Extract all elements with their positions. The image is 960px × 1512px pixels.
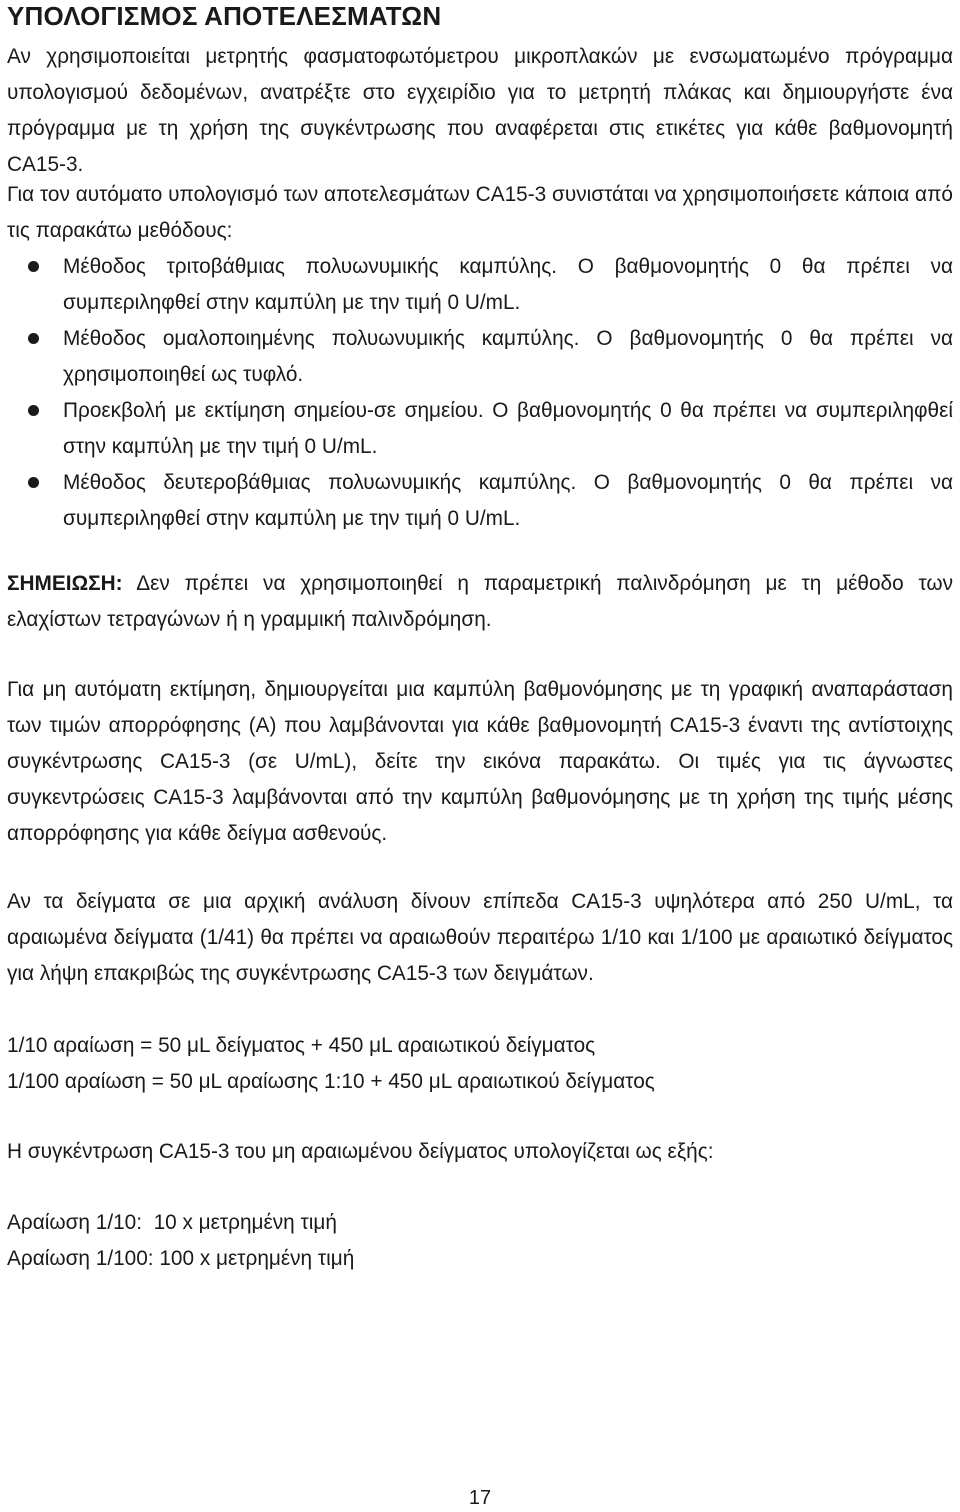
note-text: Δεν πρέπει να χρησιμοποιηθεί η παραμετρική παλινδρόμηση με τη μέθοδο των ελαχίστων τετραγώνων ή η γραμμική παλινδρόμηση. [7, 572, 953, 631]
calculation-line-1-10: Αραίωση 1/10: 10 x μετρημένη τιμή [7, 1211, 337, 1234]
calculation-intro: Η συγκέντρωση CA15-3 του μη αραιωμένου δείγματος υπολογίζεται ως εξής: [7, 1140, 714, 1163]
method-text: Μέθοδος δευτεροβάθμιας πολυωνυμικής καμπύλης. Ο βαθμονομητής 0 θα πρέπει να συμπεριληφθεί στην καμπύλη με την τιμή 0 U/mL. [63, 471, 953, 530]
method-text: Προεκβολή με εκτίμηση σημείου-σε σημείου. Ο βαθμονομητής 0 θα πρέπει να συμπεριληφθεί στην καμπύλη με την τιμή 0 U/mL. [63, 399, 953, 458]
manual-estimation-paragraph: Για μη αυτόματη εκτίμηση, δημιουργείται μια καμπύλη βαθμονόμησης με τη γραφική αναπαράσταση των τιμών απορρόφησης (A) που λαμβάνονται για κάθε βαθμονομητή CA15-3 έναντι της αντίστοιχης συγκέντρωσης CA15-3 (σε U/mL), δείτε την εικόνα παρακάτω. Οι τιμές για τις άγνωστες συγκεντρώσεις CA15-3 λαμβάνονται από την καμπύλη βαθμονόμησης με τη χρήση της τιμής μέσης απορρόφησης για κάθε δείγμα ασθενούς. [7, 678, 953, 845]
section-heading: ΥΠΟΛΟΓΙΣΜΟΣ ΑΠΟΤΕΛΕΣΜΑΤΩΝ [7, 1, 442, 31]
bullet-icon [28, 405, 39, 416]
method-text: Μέθοδος ομαλοποιημένης πολυωνυμικής καμπύλης. Ο βαθμονομητής 0 θα πρέπει να χρησιμοποιηθεί ως τυφλό. [63, 327, 953, 386]
list-item [7, 321, 953, 393]
list-item [7, 393, 953, 465]
methods-intro-paragraph: Για τον αυτόματο υπολογισμό των αποτελεσμάτων CA15-3 συνιστάται να χρησιμοποιήσετε κάποια από τις παρακάτω μεθόδους: [7, 183, 953, 242]
page-number: 17 [468, 1487, 492, 1509]
dilution-line-1-100: 1/100 αραίωση = 50 μL αραίωσης 1:10 + 450 μL αραιωτικού δείγματος [7, 1070, 655, 1093]
methods-list [7, 249, 953, 537]
calculation-line-1-100: Αραίωση 1/100: 100 x μετρημένη τιμή [7, 1247, 355, 1270]
note-label: ΣΗΜΕΙΩΣΗ: [7, 572, 123, 595]
bullet-icon [28, 477, 39, 488]
method-text: Μέθοδος τριτοβάθμιας πολυωνυμικής καμπύλης. Ο βαθμονομητής 0 θα πρέπει να συμπεριληφθεί στην καμπύλη με την τιμή 0 U/mL. [63, 255, 953, 314]
list-item [7, 465, 953, 537]
bullet-icon [28, 261, 39, 272]
dilution-line-1-10: 1/10 αραίωση = 50 μL δείγματος + 450 μL αραιωτικού δείγματος [7, 1034, 596, 1057]
bullet-icon [28, 333, 39, 344]
dilution-paragraph: Αν τα δείγματα σε μια αρχική ανάλυση δίνουν επίπεδα CA15-3 υψηλότερα από 250 U/mL, τα αραιωμένα δείγματα (1/41) θα πρέπει να αραιωθούν περαιτέρω 1/10 και 1/100 με αραιωτικό δείγματος για λήψη επακριβώς της συγκέντρωσης CA15-3 των δειγμάτων. [7, 890, 953, 985]
note-paragraph [7, 566, 953, 638]
intro-paragraph: Αν χρησιμοποιείται μετρητής φασματοφωτόμετρου μικροπλακών με ενσωματωμένο πρόγραμμα υπολογισμού δεδομένων, ανατρέξτε στο εγχειρίδιο για το μετρητή πλάκας και δημιουργήστε ένα πρόγραμμα με τη χρήση της συγκέντρωσης που αναφέρεται στις ετικέτες για κάθε βαθμονομητή CA15-3. [7, 45, 953, 176]
list-item [7, 249, 953, 321]
